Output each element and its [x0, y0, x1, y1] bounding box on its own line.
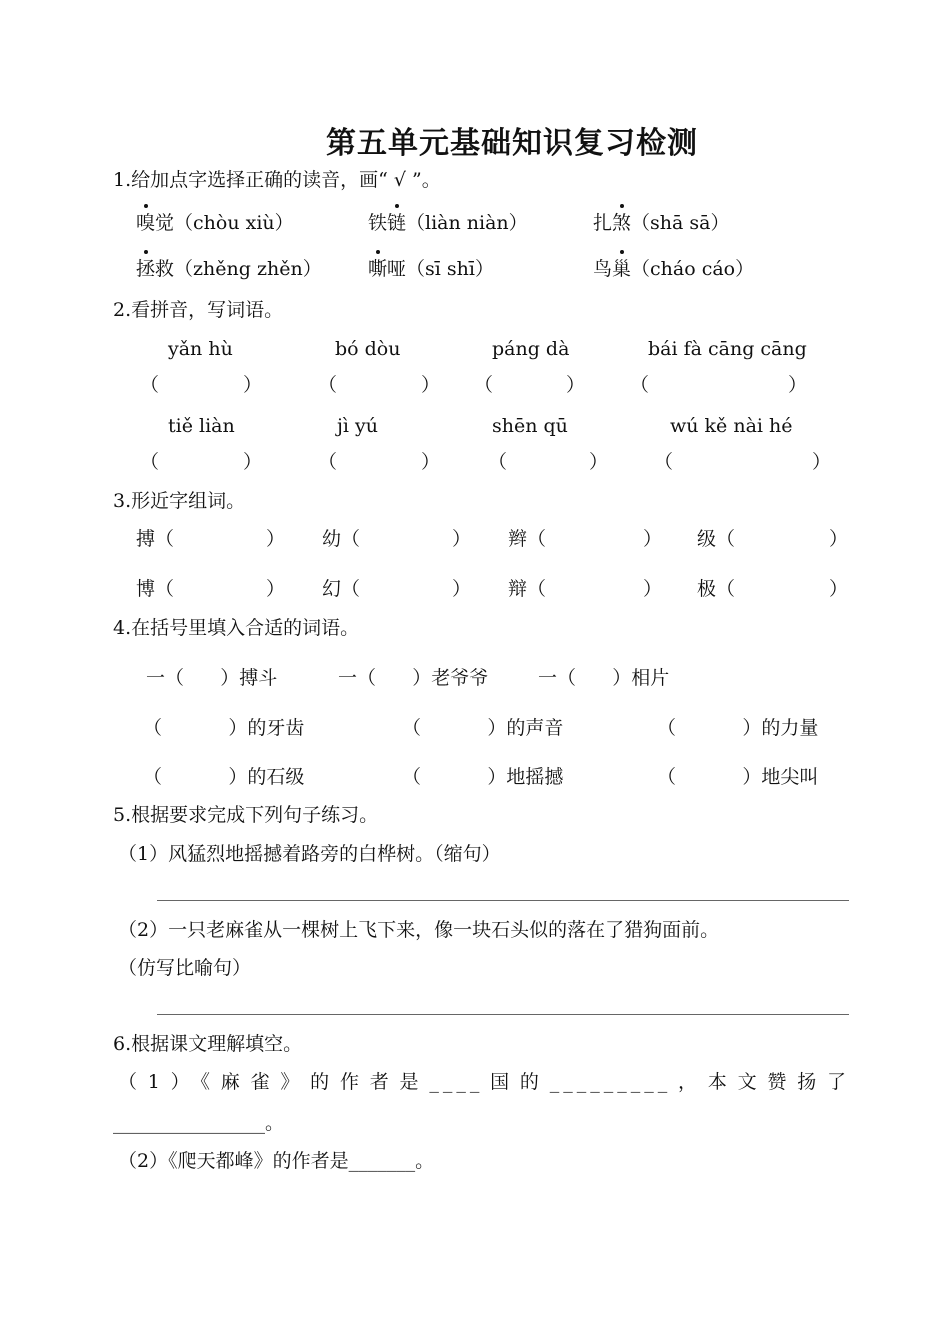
answer-open-bracket: （: [630, 374, 650, 396]
phrase-blank: 一（ ）相片: [538, 667, 670, 689]
dotted-char: 煞: [612, 212, 632, 234]
q2-heading: 2.看拼音，写词语。: [113, 299, 284, 321]
phrase-blank: （ ）的声音: [402, 717, 564, 739]
phrase-blank: （ ）的石级: [143, 766, 305, 788]
pinyin: shēn qū: [492, 415, 568, 437]
answer-open-bracket: （: [318, 451, 338, 473]
char-close: ）: [452, 528, 472, 550]
char-cell: 幼（: [322, 528, 361, 550]
q5-heading: 5.根据要求完成下列句子练习。: [113, 804, 379, 826]
pinyin: jì yú: [337, 415, 378, 437]
char-cell: 辩（: [508, 578, 547, 600]
q5-sentence-2: （2）一只老麻雀从一棵树上飞下来，像一块石头似的落在了猎狗面前。: [118, 919, 720, 941]
q1-item: 嘶哑（sī shī）: [368, 258, 494, 280]
answer-line: [157, 1014, 849, 1015]
phrase-blank: （ ）的力量: [657, 717, 819, 739]
pinyin: páng dà: [492, 338, 570, 360]
answer-open-bracket: （: [140, 451, 160, 473]
q6-sentence-1-cont: ________________。: [113, 1112, 285, 1134]
answer-open-bracket: （: [140, 374, 160, 396]
dotted-char: 链: [387, 212, 407, 234]
dotted-char: 巢: [612, 258, 632, 280]
char-cell: 博（: [136, 578, 175, 600]
answer-close-bracket: ）: [812, 451, 832, 473]
q1-item: 扎煞（shā sā）: [593, 212, 730, 234]
char-cell: 极（: [697, 578, 736, 600]
answer-open-bracket: （: [488, 451, 508, 473]
dotted-char: 嗅: [136, 212, 156, 234]
answer-close-bracket: ）: [589, 451, 609, 473]
answer-open-bracket: （: [654, 451, 674, 473]
q1-heading: 1.给加点字选择正确的读音，画“ √ ”。: [113, 169, 441, 191]
phrase-blank: 一（ ）搏斗: [146, 667, 278, 689]
char-close: ）: [452, 578, 472, 600]
answer-close-bracket: ）: [243, 374, 263, 396]
char-close: ）: [643, 578, 663, 600]
pinyin: bó dòu: [335, 338, 401, 360]
answer-close-bracket: ）: [788, 374, 808, 396]
answer-close-bracket: ）: [243, 451, 263, 473]
q5-sentence-2-instruction: （仿写比喻句）: [118, 957, 252, 979]
q5-sentence-1: （1）风猛烈地摇撼着路旁的白桦树。（缩句）: [118, 843, 501, 865]
q3-heading: 3.形近字组词。: [113, 490, 246, 512]
q1-item: 嗅觉（chòu xiù）: [136, 212, 294, 234]
phrase-blank: （ ）的牙齿: [143, 717, 305, 739]
q4-heading: 4.在括号里填入合适的词语。: [113, 617, 360, 639]
q6-sentence-1: （1）《麻雀》的作者是____国的_________，本文赞扬了: [118, 1071, 850, 1093]
q1-item: 鸟巢（cháo cáo）: [593, 258, 755, 280]
answer-close-bracket: ）: [566, 374, 586, 396]
answer-open-bracket: （: [318, 374, 338, 396]
pinyin: yǎn hù: [168, 338, 233, 360]
phrase-blank: （ ）地尖叫: [657, 766, 819, 788]
char-cell: 搏（: [136, 528, 175, 550]
phrase-blank: 一（ ）老爷爷: [338, 667, 489, 689]
char-close: ）: [266, 528, 286, 550]
q6-sentence-2: （2）《爬天都峰》的作者是_______。: [118, 1150, 435, 1172]
char-close: ）: [829, 528, 849, 550]
pinyin: wú kě nài hé: [670, 415, 793, 437]
page-title: 第五单元基础知识复习检测: [326, 126, 698, 161]
q6-heading: 6.根据课文理解填空。: [113, 1033, 303, 1055]
q1-item: 拯救（zhěng zhěn）: [136, 258, 322, 280]
answer-close-bracket: ）: [421, 374, 441, 396]
char-cell: 幻（: [322, 578, 361, 600]
char-cell: 辫（: [508, 528, 547, 550]
char-close: ）: [829, 578, 849, 600]
char-close: ）: [266, 578, 286, 600]
dotted-char: 嘶: [368, 258, 388, 280]
phrase-blank: （ ）地摇撼: [402, 766, 564, 788]
answer-open-bracket: （: [474, 374, 494, 396]
char-close: ）: [643, 528, 663, 550]
dotted-char: 拯: [136, 258, 156, 280]
char-cell: 级（: [697, 528, 736, 550]
q1-item: 铁链（liàn niàn）: [368, 212, 528, 234]
answer-line: [157, 900, 849, 901]
answer-close-bracket: ）: [421, 451, 441, 473]
pinyin: tiě liàn: [168, 415, 235, 437]
pinyin: bái fà cāng cāng: [648, 338, 807, 360]
